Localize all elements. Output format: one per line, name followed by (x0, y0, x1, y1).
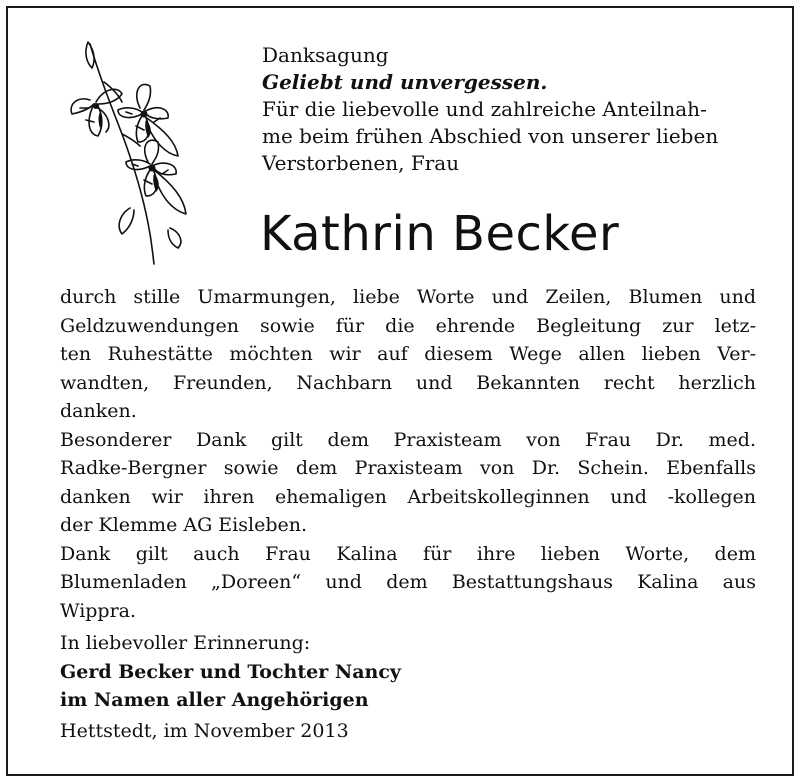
paragraph2-line: Radke-Bergner sowie dem Praxisteam von Dr. Schein. Ebenfalls (60, 457, 756, 479)
deceased-name: Kathrin Becker (260, 206, 620, 262)
signer-line: im Namen aller Angehörigen (60, 689, 369, 711)
paragraph2-line: der Klemme AG Eisleben. (60, 514, 307, 536)
paragraph2-line: danken wir ihren ehemaligen Arbeitskolleginnen und -kollegen (60, 485, 756, 508)
orchid-icon (60, 38, 220, 266)
header-block (262, 42, 762, 177)
place-date: Hettstedt, im November 2013 (60, 719, 349, 742)
remembrance-line: In liebevoller Erinnerung: (60, 632, 311, 654)
notice-title: Danksagung (262, 43, 389, 67)
intro-line: Verstorbenen, Frau (262, 151, 460, 175)
body-block (60, 283, 756, 745)
intro-line: me beim frühen Abschied von unserer lieben (262, 124, 719, 148)
paragraph1-line: ten Ruhestätte möchten wir auf diesem Wege allen lieben Ver- (60, 343, 756, 365)
paragraph3-line: Blumenladen „Doreen“ und dem Bestattungshaus Kalina aus (60, 571, 756, 593)
signer-line: Gerd Becker und Tochter Nancy (60, 660, 401, 683)
paragraph1-line: wandten, Freunden, Nachbarn und Bekannten recht herzlich (60, 371, 756, 394)
paragraph1-line: danken. (60, 400, 137, 422)
paragraph3-line: Wippra. (60, 599, 137, 622)
paragraph1-line: Geldzuwendungen sowie für die ehrende Begleitung zur letz- (60, 314, 756, 337)
notice-frame (6, 6, 794, 776)
paragraph1-line: durch stille Umarmungen, liebe Worte und Zeilen, Blumen und (60, 286, 756, 308)
motto: Geliebt und unvergessen. (262, 70, 548, 94)
paragraph3-line: Dank gilt auch Frau Kalina für ihre lieben Worte, dem (60, 542, 756, 565)
paragraph2-line: Besonderer Dank gilt dem Praxisteam von Frau Dr. med. (60, 428, 756, 451)
intro-line: Für die liebevolle und zahlreiche Anteilnah- (262, 97, 707, 121)
